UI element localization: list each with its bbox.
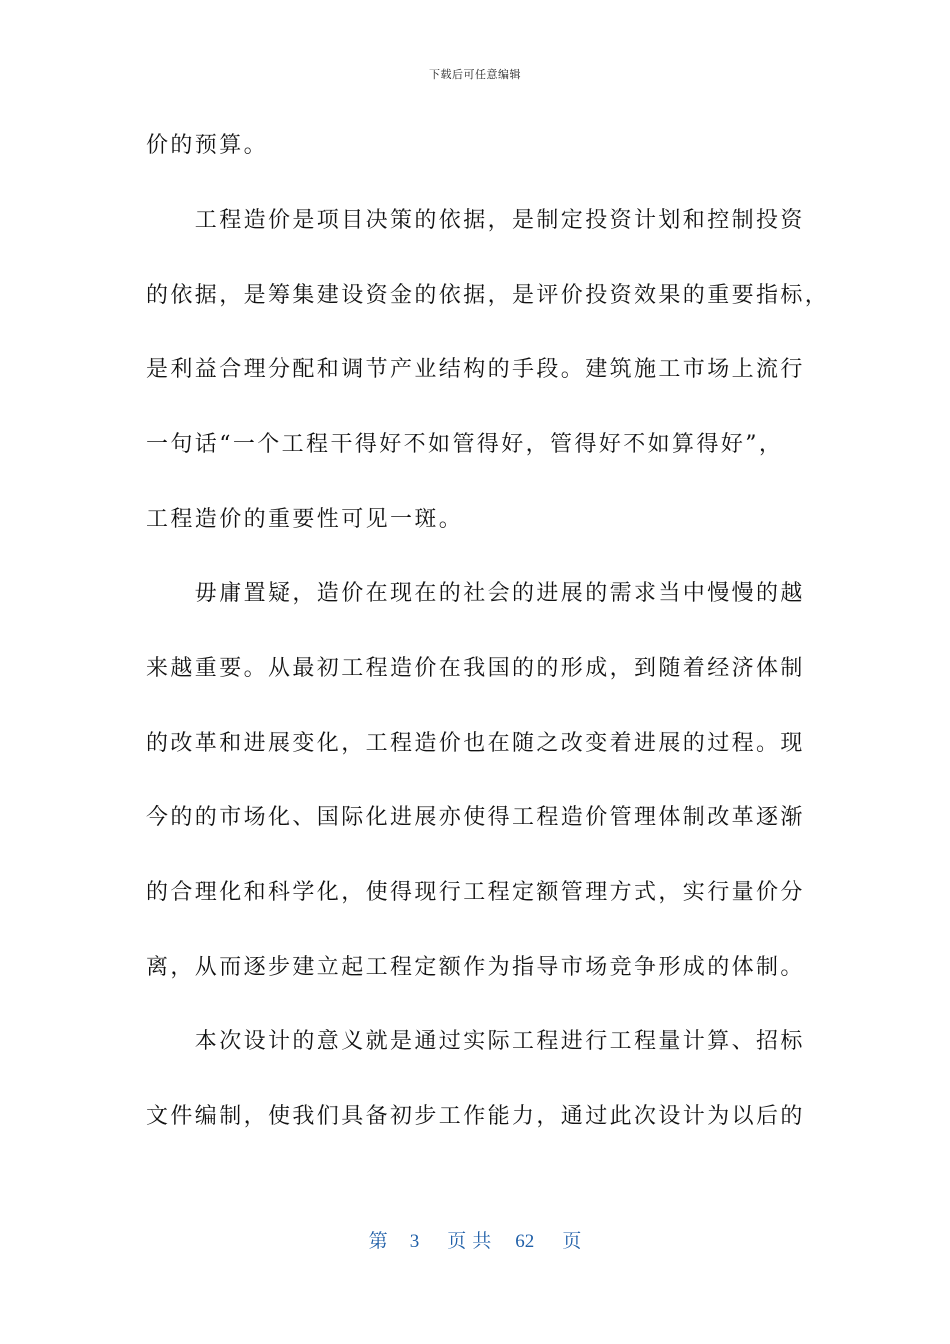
text-line: 文件编制，使我们具备初步工作能力，通过此次设计为以后的 — [146, 1104, 805, 1129]
text-line: 工程造价是项目决策的依据，是制定投资计划和控制投资 — [146, 208, 805, 233]
text-line: 今的的市场化、国际化进展亦使得工程造价管理体制改革逐渐 — [146, 805, 805, 830]
page-header: 下载后可任意编辑 — [429, 68, 521, 81]
footer-middle: 页共 — [447, 1230, 498, 1252]
text-line: 工程造价的重要性可见一斑。 — [146, 507, 464, 532]
text-line: 的改革和进展变化，工程造价也在随之改变着进展的过程。现 — [146, 731, 805, 756]
text-line: 来越重要。从最初工程造价在我国的的形成，到随着经济体制 — [146, 656, 805, 681]
text-line: 的合理化和科学化，使得现行工程定额管理方式，实行量价分 — [146, 880, 805, 905]
footer-total-pages: 62 — [515, 1231, 535, 1252]
text-line: 的依据，是筹集建设资金的依据，是评价投资效果的重要指标， — [146, 283, 830, 308]
text-line: 是利益合理分配和调节产业结构的手段。建筑施工市场上流行 — [146, 357, 805, 382]
footer-page-number: 3 — [409, 1231, 420, 1252]
text-line: 离，从而逐步建立起工程定额作为指导市场竞争形成的体制。 — [146, 955, 805, 980]
footer-prefix: 第 — [368, 1230, 388, 1252]
text-line: 本次设计的意义就是通过实际工程进行工程量计算、招标 — [146, 1029, 805, 1054]
text-line: 一句话“一个工程干得好不如管得好，管得好不如算得好”， — [146, 432, 784, 457]
page-footer — [0, 1226, 950, 1253]
text-line: 价的预算。 — [146, 133, 269, 158]
footer-suffix: 页 — [562, 1230, 582, 1252]
text-line: 毋庸置疑，造价在现在的社会的进展的需求当中慢慢的越 — [146, 581, 805, 606]
